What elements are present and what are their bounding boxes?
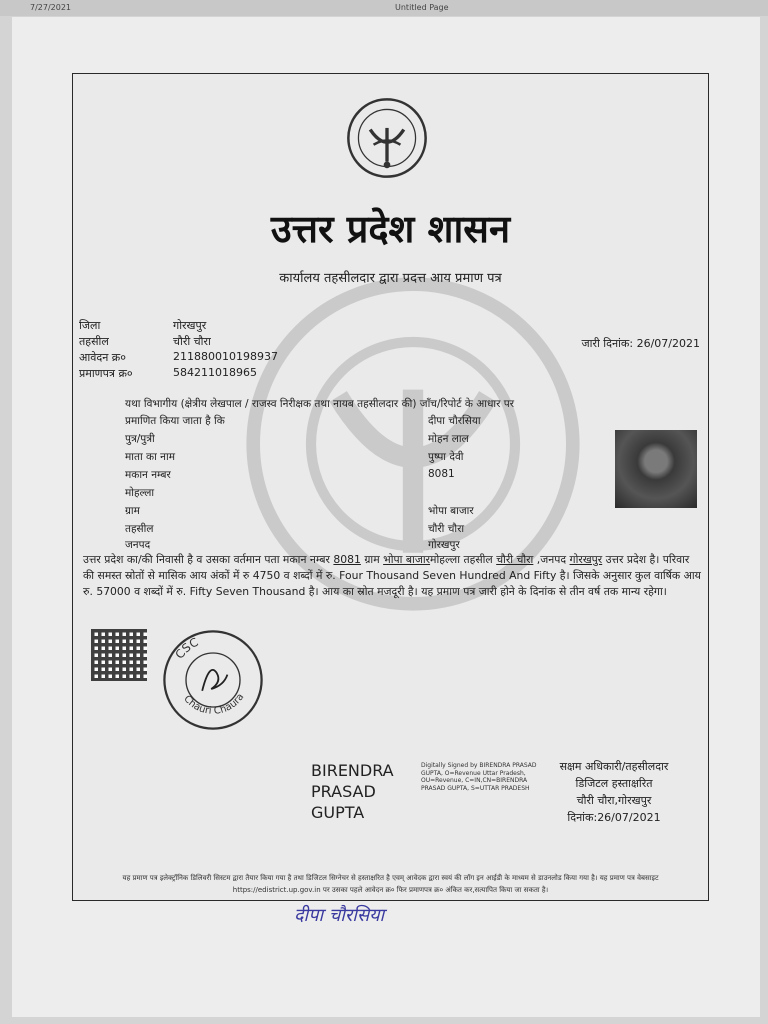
- field-label: जनपद: [125, 539, 151, 551]
- officer-date: दिनांक:26/07/2021: [567, 811, 661, 824]
- csc-stamp-icon: [159, 626, 267, 734]
- handwritten-signature: दीपा चौरसिया: [294, 905, 385, 926]
- field-value: चौरी चौरा: [428, 523, 465, 535]
- district-label: जिला: [79, 319, 101, 332]
- print-page-title: Untitled Page: [395, 3, 449, 12]
- issue-date: जारी दिनांक: 26/07/2021: [581, 337, 700, 350]
- district-name: गोरखपुर: [569, 553, 603, 566]
- signer-name-line: GUPTA: [311, 803, 365, 822]
- field-label: तहसील: [125, 523, 154, 535]
- statement-text: उत्तर प्रदेश है। परिवार की समस्त स्रोतों से मासिक आय अंकों में रु 4750 व शब्दों में रु. Four Thousand Seven Hundred And Fifty है। जिसके अनुसार कुल वार्षिक आय रु. 57000 व शब्दों में रु. Fifty Seven Thousand है। आय का स्रोत मजदूरी है। यह प्रमाण पत्र जारी होने के दिनांक से तीन वर्ष तक मान्य रहेगा।: [83, 553, 701, 598]
- applicant-name: दीपा चौरसिया: [428, 415, 481, 427]
- tehsil-name: चौरी चौरा: [496, 553, 534, 566]
- income-certificate: [72, 73, 709, 901]
- application-no-label: आवेदन क्र०: [79, 351, 126, 364]
- certificate-title: उत्तर प्रदेश शासन: [270, 206, 511, 251]
- officer-title: सक्षम अधिकारी/तहसीलदार: [559, 760, 669, 773]
- svg-text:Chauri Chaura: [181, 692, 246, 717]
- digital-signature-details: Digitally Signed by BIRENDRA PRASAD GUPTA, O=Revenue Uttar Pradesh, OU=Revenue, C=IN,CN=BIRENDRA PRASAD GUPTA, S=UTTAR PRADESH: [421, 762, 537, 792]
- house-number: 8081: [333, 553, 361, 566]
- field-label: मोहल्ला: [125, 487, 155, 499]
- intro-line-1: यथा विभागीय (क्षेत्रीय लेखपाल / राजस्व निरीक्षक तथा नायब तहसीलदार की) जाँच/रिपोर्ट के आधार पर: [125, 398, 515, 410]
- field-label: पुत्र/पुत्री: [125, 433, 155, 445]
- application-no-value: 211880010198937: [173, 350, 278, 363]
- stamp-bottom-text: Chauri Chaura: [181, 691, 247, 717]
- officer-digital: डिजिटल हस्ताक्षरित: [575, 777, 653, 790]
- field-value: गोरखपुर: [428, 539, 460, 551]
- field-value: भोपा बाजार: [428, 505, 474, 517]
- verification-note: यह प्रमाण पत्र इलेक्ट्रॉनिक डिलिवरी सिस्टम द्वारा तैयार किया गया है तथा डिजिटल सिग्नेचर से हस्ताक्षरित है एवम् आवेदक द्वारा स्वयं की लॉग इन आईडी के माध्यम से डाउनलोड किया गया है। यह प्रमाण पत्र वेबसाइट https://edistrict.up.gov.in पर उसका पहले आवेदन क्र० फिर प्रमाणपत्र क्र० अंकित कर,सत्यापित किया जा सकता है।: [122, 874, 659, 894]
- statement-text: ग्राम: [360, 553, 384, 566]
- applicant-photo: [615, 430, 697, 508]
- field-label: मकान नम्बर: [125, 469, 171, 481]
- statement-text: ,जनपद: [533, 553, 570, 566]
- stamp-top-text: CSC: [172, 634, 201, 662]
- qr-code: [91, 629, 147, 681]
- officer-place: चौरी चौरा,गोरखपुर: [576, 794, 652, 807]
- district-value: गोरखपुर: [173, 319, 207, 332]
- print-header-bar: [0, 0, 768, 16]
- field-value: 8081: [428, 468, 455, 480]
- certificate-statement: [83, 552, 701, 600]
- statement-text: मोहल्ला तहसील: [430, 553, 497, 566]
- certificate-no-value: 584211018965: [173, 366, 257, 379]
- up-government-seal-icon: [345, 96, 429, 180]
- field-label: ग्राम: [125, 505, 140, 517]
- intro-line-2: प्रमाणित किया जाता है कि: [125, 415, 225, 427]
- tehsil-label: तहसील: [79, 335, 109, 348]
- statement-text: उत्तर प्रदेश का/की निवासी है व उसका वर्तमान पता मकान नम्बर: [83, 553, 334, 566]
- scanned-paper: [12, 17, 760, 1017]
- tehsil-value: चौरी चौरा: [173, 335, 211, 348]
- officer-block: [534, 758, 694, 826]
- field-value: पुष्पा देवी: [428, 451, 464, 463]
- signer-name: [311, 760, 421, 823]
- village-name: भोपा बाजार: [383, 553, 431, 566]
- signer-name-line: BIRENDRA: [311, 761, 394, 780]
- certificate-no-label: प्रमाणपत्र क्र०: [79, 367, 133, 380]
- field-label: माता का नाम: [125, 451, 175, 463]
- print-date: 7/27/2021: [30, 3, 72, 12]
- field-value: मोहन लाल: [428, 433, 469, 445]
- certificate-subtitle: कार्यालय तहसीलदार द्वारा प्रदत्त आय प्रमाण पत्र: [279, 271, 502, 286]
- signer-name-line: PRASAD: [311, 782, 376, 801]
